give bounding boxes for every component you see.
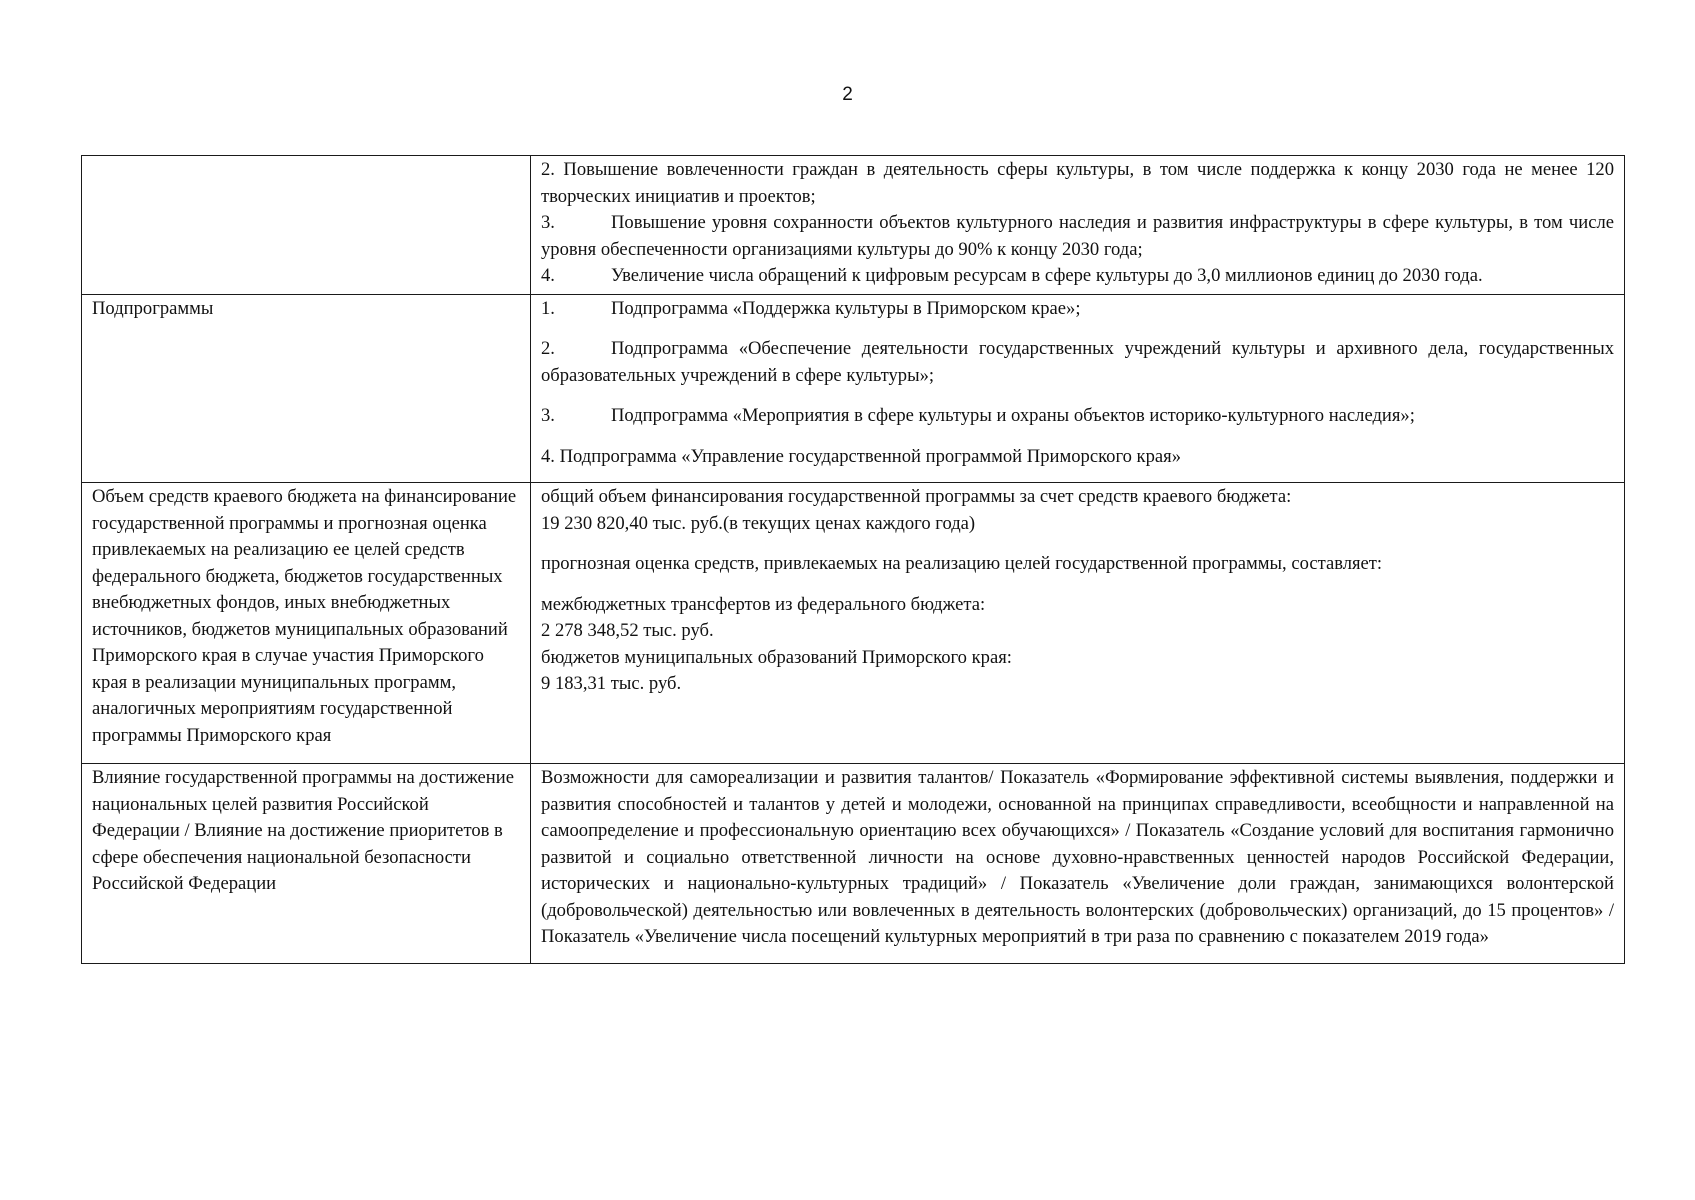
row-label-national-goals: Влияние государственной программы на достижение национальных целей развития Российской Федерации / Влияние на достижение приоритетов в сфере обеспечения национальной безопасности Российской Федерации <box>82 764 531 964</box>
subprogram-item-2 <box>541 336 1614 389</box>
goal-item-4 <box>541 263 1614 290</box>
table-row-national-goals <box>82 764 1625 964</box>
goal-item-number: 3. <box>541 212 555 233</box>
subprogram-item-3 <box>541 403 1614 430</box>
table-row-goals <box>82 156 1625 295</box>
goal-item-text: Увеличение числа обращений к цифровым ресурсам в сфере культуры до 3,0 миллионов единиц до 2030 года. <box>611 265 1483 286</box>
goal-item-text: Повышение уровня сохранности объектов культурного наследия и развития инфраструктуры в сфере культуры, в том числе уровня обеспеченности организациями культуры до 90% к концу 2030 года; <box>541 212 1614 260</box>
subprogram-text: Подпрограмма «Поддержка культуры в Приморском крае»; <box>611 297 1081 319</box>
subprogram-text: 4. Подпрограмма «Управление государственной программой Приморского края» <box>541 445 1181 467</box>
subprogram-text: Подпрограмма «Мероприятия в сфере культуры и охраны объектов историко-культурного наследия»; <box>611 405 1415 426</box>
subprogram-number: 3. <box>541 405 555 426</box>
page-number: 2 <box>842 84 853 105</box>
subprogram-item-4 <box>541 444 1614 471</box>
row-label-goals <box>82 156 531 295</box>
table-row-financing <box>82 483 1625 764</box>
row-value-subprograms <box>531 294 1625 483</box>
row-value-national-goals: Возможности для самореализации и развития талантов/ Показатель «Формирование эффективной системы выявления, поддержки и развития способностей и талантов у детей и молодежи, основанной на принципах справедливости, всеобщности и направленной на самоопределение и профессиональную ориентацию всех обучающихся» / Показатель «Создание условий для воспитания гармонично развитой и социально ответственной личности на основе духовно-нравственных ценностей народов Российской Федерации, исторических и национально-культурных традиций» / Показатель «Увеличение доли граждан, занимающихся волонтерской (добровольческой) деятельностью или вовлеченных в деятельность волонтерских (добровольческих) организаций, до 15 процентов» / Показатель «Увеличение числа посещений культурных мероприятий в три раза по сравнению с показателем 2019 года» <box>531 764 1625 964</box>
financing-federal-label: межбюджетных трансфертов из федерального бюджета: <box>541 593 986 615</box>
goal-item-number: 4. <box>541 265 555 286</box>
financing-municipal-label: бюджетов муниципальных образований Приморского края: <box>541 646 1012 668</box>
subprogram-number: 2. <box>541 338 555 359</box>
row-label-subprograms: Подпрограммы <box>82 294 531 483</box>
financing-total-intro: общий объем финансирования государственной программы за счет средств краевого бюджета: <box>541 486 1292 507</box>
financing-total-amount: 19 230 820,40 тыс. руб.(в текущих ценах каждого года) <box>541 512 976 534</box>
subprogram-text: Подпрограмма «Обеспечение деятельности государственных учреждений культуры и архивного дела, государственных образовательных учреждений в сфере культуры»; <box>541 338 1614 386</box>
row-value-financing <box>531 483 1625 764</box>
goal-item-3 <box>541 210 1614 263</box>
subprogram-item-1 <box>541 296 1614 323</box>
table-row-subprograms <box>82 294 1625 483</box>
program-passport-table <box>81 155 1625 964</box>
subprogram-number: 1. <box>541 297 555 319</box>
financing-federal-amount: 2 278 348,52 тыс. руб. <box>541 620 714 641</box>
row-label-financing: Объем средств краевого бюджета на финансирование государственной программы и прогнозная оценка привлекаемых на реализацию ее целей средств федерального бюджета, бюджетов государственных внебюджетных фондов, иных внебюджетных источников, бюджетов муниципальных образований Приморского края в случае участия Приморского края в реализации муниципальных программ, аналогичных мероприятиям государственной программы Приморского края <box>82 483 531 764</box>
row-value-goals <box>531 156 1625 295</box>
goal-item-2: 2. Повышение вовлеченности граждан в деятельность сферы культуры, в том числе поддержка к концу 2030 года не менее 120 творческих инициатив и проектов; <box>541 159 1614 207</box>
financing-municipal-amount: 9 183,31 тыс. руб. <box>541 673 682 694</box>
financing-forecast-intro: прогнозная оценка средств, привлекаемых на реализацию целей государственной программы, составляет: <box>541 553 1383 574</box>
